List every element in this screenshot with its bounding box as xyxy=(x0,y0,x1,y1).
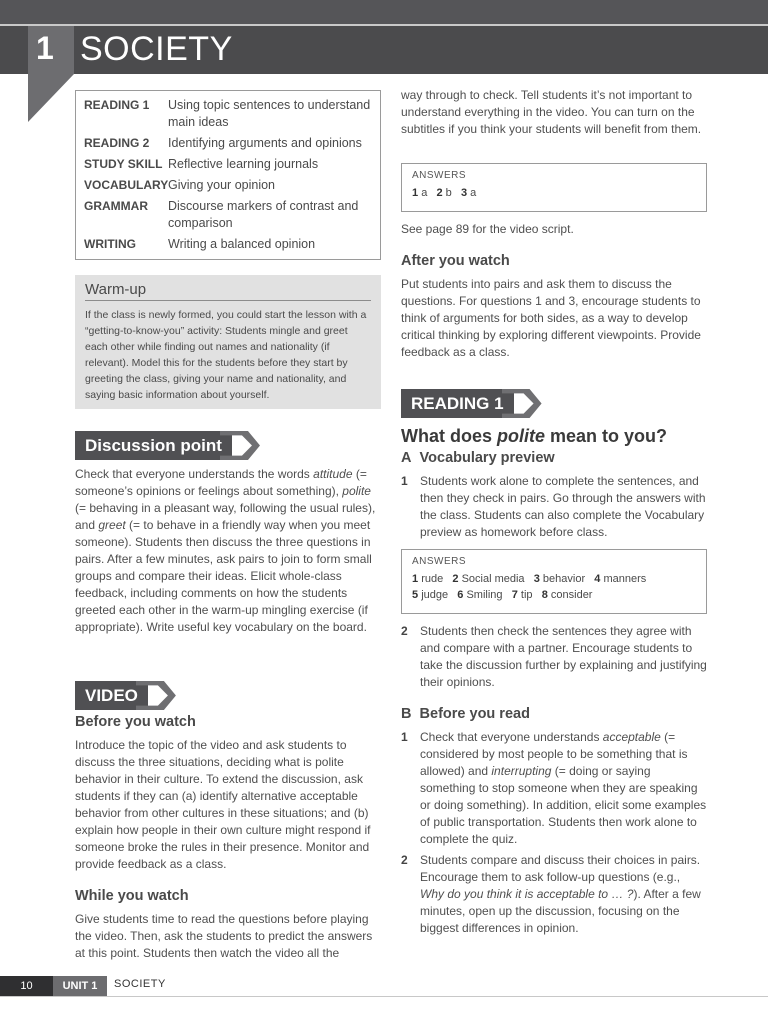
answer-number: 2 xyxy=(436,187,443,199)
list-item xyxy=(401,729,707,848)
answers-title: ANSWERS xyxy=(412,556,467,567)
objective-row xyxy=(84,198,372,232)
term: attitude xyxy=(313,467,353,481)
answers-line xyxy=(412,185,696,201)
footer-unit: UNIT 1 xyxy=(53,976,107,996)
unit-title: SOCIETY xyxy=(80,30,233,68)
answer-number: 6 xyxy=(457,589,464,601)
answer-number: 3 xyxy=(460,187,468,199)
objective-value: Using topic sentences to understand main ideas xyxy=(168,98,371,129)
answer-number: 7 xyxy=(511,589,518,601)
answer-number: 1 xyxy=(412,187,419,199)
after-you-watch-text: Put students into pairs and ask them to discuss the questions. For questions 1 and 3, encourage students to think of arguments for both sides, as a way to develop critical thinking by exploring different viewpoints. Provide feedback as a class. xyxy=(401,277,701,359)
section-title: Vocabulary preview xyxy=(419,450,555,466)
section-b-heading xyxy=(401,706,530,722)
item-text: Students work alone to complete the sentences, and then they check in pairs. Go through the answers with the class. Students can also complete the Vocabulary preview as homework before class. xyxy=(420,474,706,539)
objective-row xyxy=(84,236,372,253)
video-label: VIDEO xyxy=(75,681,148,710)
reading-answers-box xyxy=(401,549,707,614)
answer-value: judge xyxy=(421,589,449,601)
item-number: 1 xyxy=(401,730,408,744)
discussion-text xyxy=(75,466,381,636)
item-text xyxy=(420,852,707,937)
answer-value: Social media xyxy=(461,573,525,585)
text-run: (= considered by most people to be something that is allowed) and xyxy=(420,730,688,778)
answer-value: a xyxy=(421,187,428,199)
while-you-watch-text: Give students time to read the questions before playing the video. Then, ask the students to predict the answers at this point. Students then watch the video all the xyxy=(75,912,373,960)
objective-row xyxy=(84,97,372,131)
footer-divider xyxy=(0,996,768,997)
while-you-watch-heading: While you watch xyxy=(75,888,189,904)
video-tag xyxy=(75,681,176,710)
term: Why do you think it is acceptable to … ? xyxy=(420,887,634,901)
text-run: Check that everyone understands the words xyxy=(75,467,314,481)
objective-value: Giving your opinion xyxy=(168,178,276,192)
title-run: What does xyxy=(401,426,498,446)
video-script-note: See page 89 for the video script. xyxy=(401,222,574,236)
answer-number: 5 xyxy=(412,589,419,601)
footer-title: SOCIETY xyxy=(114,978,166,990)
text-run: (= someone’s opinions or feelings about something), xyxy=(75,467,367,498)
item-number: 1 xyxy=(401,474,408,488)
reading-1-label: READING 1 xyxy=(401,389,514,418)
list-item xyxy=(401,473,707,541)
answers-line xyxy=(412,571,696,587)
page-number: 10 xyxy=(0,976,53,996)
text-run: Check that everyone understands xyxy=(420,730,603,744)
objective-row xyxy=(84,177,372,194)
discussion-point-tag xyxy=(75,431,260,460)
answer-number: 2 xyxy=(452,573,459,585)
warmup-text: If the class is newly formed, you could start the lesson with a “getting-to-know-you” activity: Students mingle and greet each other while finding out names and nationality (if relevant). Model this for the students before they start by greeting the class, giving your name and nationality, and saying basic information about yourself. xyxy=(85,309,367,401)
text-run: (= doing or saying something to stop someone when they are speaking or doing something). In addition, elicit some examples of public transportation. Students then work alone to complete the quiz. xyxy=(420,764,707,846)
warmup-box xyxy=(75,275,381,409)
reading-1-tag xyxy=(401,389,542,418)
text-run: (= behaving in a pleasant way, following the usual rules), and xyxy=(75,501,376,532)
reading-1-title xyxy=(401,426,721,447)
top-bar xyxy=(0,0,768,24)
objective-value: Writing a balanced opinion xyxy=(168,237,316,251)
section-letter: A xyxy=(401,450,412,466)
text-run: ). After a few minutes, open up the discussion, focusing on the biggest differences in opinion. xyxy=(420,887,701,935)
objective-value: Discourse markers of contrast and comparison xyxy=(168,199,359,230)
text-run: (= to behave in a friendly way when you meet someone). Students then discuss the three questions in pairs. After a few minutes, ask pairs to join to form small groups and compare their ideas. Elicit whole-class feedback, including comments on how the students greeted each other in the warm-up mingling exercise (if appropriate). Write useful key vocabulary on the board. xyxy=(75,518,372,634)
list-item xyxy=(401,623,707,691)
title-run: mean to you? xyxy=(545,426,668,446)
answer-number: 1 xyxy=(412,573,419,585)
objective-value: Reflective learning journals xyxy=(168,157,319,171)
section-a-heading xyxy=(401,450,555,466)
objective-row xyxy=(84,135,372,152)
section-title: Before you read xyxy=(419,706,530,722)
answer-value: b xyxy=(445,187,452,199)
objective-key: READING 2 xyxy=(84,136,150,150)
section-letter: B xyxy=(401,706,412,722)
answer-value: a xyxy=(470,187,477,199)
objective-key: VOCABULARY xyxy=(84,178,169,192)
objective-key: WRITING xyxy=(84,237,136,251)
objectives-table xyxy=(75,90,381,260)
answers-line xyxy=(412,587,696,603)
term: acceptable xyxy=(602,730,661,744)
answer-number: 8 xyxy=(541,589,548,601)
while-you-watch-text-cont: way through to check. Tell students it’s not important to understand everything in the video. You can turn on the subtitles if you think your students will benefit from them. xyxy=(401,88,702,136)
answer-value: tip xyxy=(520,589,533,601)
video-answers-box xyxy=(401,163,707,212)
after-you-watch-heading: After you watch xyxy=(401,253,510,269)
objective-key: GRAMMAR xyxy=(84,199,148,213)
before-you-watch-heading: Before you watch xyxy=(75,714,196,730)
term: greet xyxy=(98,518,126,532)
text-run: Students compare and discuss their choices in pairs. Encourage them to ask follow-up questions (e.g., xyxy=(420,853,701,884)
term: polite xyxy=(342,484,371,498)
discussion-point-label: Discussion point xyxy=(75,431,232,460)
objective-key: STUDY SKILL xyxy=(84,157,163,171)
objective-row xyxy=(84,156,372,173)
title-emphasis: polite xyxy=(497,426,546,446)
list-item xyxy=(401,852,707,937)
objective-value: Identifying arguments and opinions xyxy=(168,136,362,150)
item-number: 2 xyxy=(401,624,408,638)
answer-number: 4 xyxy=(594,573,601,585)
item-text xyxy=(420,729,707,848)
unit-number: 1 xyxy=(36,30,54,66)
answer-value: Smiling xyxy=(466,589,503,601)
answer-value: consider xyxy=(550,589,593,601)
term: interrupting xyxy=(491,764,552,778)
item-number: 2 xyxy=(401,853,408,867)
answers-title: ANSWERS xyxy=(412,170,467,181)
warmup-title: Warm-up xyxy=(85,281,371,301)
answer-value: rude xyxy=(421,573,444,585)
answer-number: 3 xyxy=(533,573,540,585)
answer-value: manners xyxy=(603,573,647,585)
before-you-watch-text: Introduce the topic of the video and ask students to discuss the three situations, deciding what is polite behavior in their culture. To extend the discussion, ask students if they can (a) identify alternative acceptable behavior from other cultures in these situations; and (b) explain how people in their own culture might respond if someone broke the rules in their presence. Monitor and provide feedback as a class. xyxy=(75,738,371,871)
item-text: Students then check the sentences they agree with and compare with a partner. Encourage students to take the discussion further by explaining and justifying their opinions. xyxy=(420,624,707,689)
objective-key: READING 1 xyxy=(84,98,150,112)
answer-value: behavior xyxy=(542,573,586,585)
